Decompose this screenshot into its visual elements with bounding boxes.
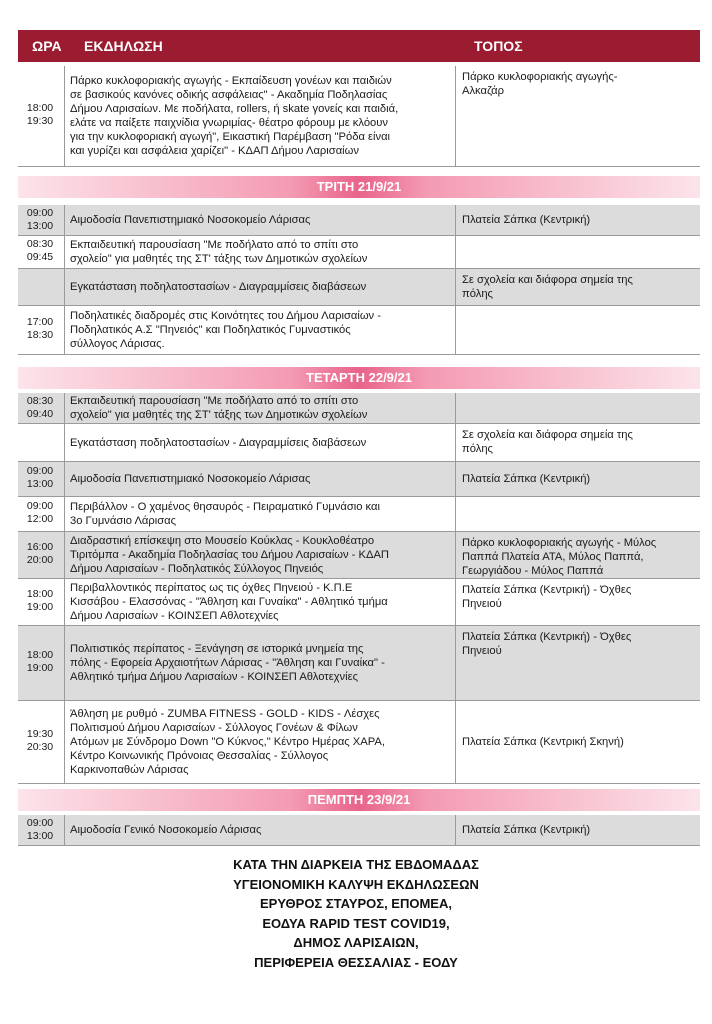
- event-cell: [70, 642, 450, 684]
- table-row: [18, 393, 700, 424]
- table-row: [18, 424, 700, 462]
- column-divider: [455, 205, 456, 235]
- place-line: Πλατεία Σάπκα (Κεντρική) - Όχθες: [462, 631, 632, 643]
- place-line: πόλης: [462, 443, 493, 455]
- event-line: Δήμου Λαρισαίων - Ποδηλατικός Σύλλογος Πηνειός: [70, 563, 324, 575]
- column-divider: [64, 815, 65, 845]
- start-time: 08:30: [26, 395, 54, 407]
- time-cell: [18, 588, 62, 614]
- end-time: 19:30: [26, 115, 54, 127]
- footer-line: ΠΕΡΙΦΕΡΕΙΑ ΘΕΣΣΑΛΙΑΣ - ΕΟΔΥ: [254, 954, 458, 970]
- event-line: Πάρκο κυκλοφοριακής αγωγής - Εκπαίδευση γονέων και παιδιών: [70, 75, 392, 87]
- day-banner: ΤΡΙΤΗ 21/9/21: [18, 176, 700, 198]
- time-cell: [18, 541, 62, 567]
- start-time: 18:00: [26, 588, 54, 600]
- column-divider: [455, 626, 456, 700]
- end-time: 20:30: [26, 741, 54, 753]
- event-line: Διαδραστική επίσκεψη στο Μουσείο Κούκλας - Κουκλοθέατρο: [70, 535, 375, 547]
- end-time: 09:40: [26, 408, 54, 420]
- event-cell: [70, 436, 450, 450]
- column-divider: [455, 815, 456, 845]
- place-cell: [462, 213, 694, 227]
- table-row: [18, 236, 700, 269]
- place-column-header: ΤΟΠΟΣ: [474, 38, 523, 54]
- time-cell: [18, 102, 62, 128]
- start-time: 16:00: [26, 541, 54, 553]
- event-line: Εκπαιδευτική παρουσίαση "Με ποδήλατο από το σπίτι στο: [70, 395, 359, 407]
- end-time: 19:00: [26, 662, 54, 674]
- start-time: 18:00: [26, 102, 54, 114]
- column-divider: [64, 205, 65, 235]
- end-time: 20:00: [26, 554, 54, 566]
- event-cell: [70, 500, 450, 528]
- place-line: Πλατεία Σάπκα (Κεντρική) - Όχθες: [462, 584, 632, 596]
- place-line: Παππά Πλατεία ΑΤΑ, Μύλος Παππά,: [462, 551, 644, 563]
- table-row: [18, 269, 700, 306]
- column-divider: [455, 579, 456, 625]
- event-cell: [70, 823, 450, 837]
- place-line: Πλατεία Σάπκα (Κεντρική): [462, 824, 591, 836]
- event-cell: [70, 581, 450, 623]
- place-cell: [462, 70, 694, 98]
- time-cell: [18, 207, 62, 233]
- column-divider: [455, 532, 456, 578]
- place-line: Σε σχολεία και διάφορα σημεία της: [462, 429, 633, 441]
- time-cell: [18, 728, 62, 754]
- column-divider: [455, 393, 456, 423]
- column-divider: [455, 424, 456, 461]
- event-cell: [70, 74, 450, 158]
- place-line: Σε σχολεία και διάφορα σημεία της: [462, 274, 633, 286]
- place-cell: [462, 735, 694, 749]
- event-line: Εγκατάσταση ποδηλατοστασίων - Διαγραμμίσεις διαβάσεων: [70, 281, 367, 293]
- end-time: 13:00: [26, 478, 54, 490]
- end-time: 09:45: [26, 251, 54, 263]
- event-line: Πολιτιστικός περίπατος - Ξενάγηση σε ιστορικά μνημεία της: [70, 643, 364, 655]
- footer-line: ΕΟΔΥΑ RAPID TEST COVID19,: [262, 915, 450, 931]
- start-time: 19:30: [26, 728, 54, 740]
- start-time: 09:00: [26, 500, 54, 512]
- event-line: Εκπαιδευτική παρουσίαση "Με ποδήλατο από το σπίτι στο: [70, 239, 359, 251]
- event-line: Κέντρο Κοινωνικής Πρόνοιας Θεσσαλίας - Σύλλογος: [70, 750, 329, 762]
- table-row: [18, 66, 700, 167]
- event-line: Κισσάβου - Ελασσόνας - "Άθληση και Γυναίκα" - Αθλητικό τμήμα: [70, 596, 388, 608]
- time-cell: [18, 817, 62, 843]
- column-divider: [455, 462, 456, 496]
- time-cell: [18, 395, 62, 421]
- event-line: σχολείο" για μαθητές της ΣΤ' τάξης των Δημοτικών σχολείων: [70, 409, 368, 421]
- column-divider: [64, 66, 65, 166]
- column-divider: [455, 269, 456, 305]
- event-line: σύλλογος Λάρισας.: [70, 338, 165, 350]
- table-row: [18, 306, 700, 355]
- place-line: Γεωργιάδου - Μύλος Παππά: [462, 565, 604, 577]
- column-divider: [64, 424, 65, 461]
- end-time: 13:00: [26, 830, 54, 842]
- table-row: [18, 701, 700, 784]
- table-row: [18, 626, 700, 701]
- time-column-header: ΩΡΑ: [32, 38, 62, 54]
- table-row: [18, 532, 700, 579]
- start-time: 17:00: [26, 316, 54, 328]
- event-line: Αιμοδοσία Πανεπιστημιακό Νοσοκομείο Λάρισας: [70, 473, 311, 485]
- start-time: 09:00: [26, 207, 54, 219]
- event-cell: [70, 280, 450, 294]
- end-time: 12:00: [26, 513, 54, 525]
- place-line: Αλκαζάρ: [462, 85, 504, 97]
- event-line: 3ο Γυμνάσιο Λάρισας: [70, 515, 176, 527]
- table-row: [18, 462, 700, 497]
- column-divider: [455, 66, 456, 166]
- day-banner: ΠΕΜΠΤΗ 23/9/21: [18, 789, 700, 811]
- event-line: Αθλητικό τμήμα Δήμου Λαρισαίων - ΚΟΙΝΣΕΠ Αθλοτεχνίες: [70, 671, 359, 683]
- column-divider: [64, 701, 65, 783]
- event-line: Ποδηλατικές διαδρομές στις Κοινότητες του Δήμου Λαρισαίων -: [70, 310, 381, 322]
- footer-line: ΚΑΤΑ ΤΗΝ ΔΙΑΡΚΕΙΑ ΤΗΣ ΕΒΔΟΜΑΔΑΣ: [233, 857, 479, 872]
- start-time: 08:30: [26, 238, 54, 250]
- event-line: Αιμοδοσία Πανεπιστημιακό Νοσοκομείο Λάρισας: [70, 214, 311, 226]
- event-cell: [70, 472, 450, 486]
- table-row: [18, 815, 700, 846]
- end-time: 18:30: [26, 329, 54, 341]
- event-line: Τιριτόμπα - Ακαδημία Ποδηλασίας του Δήμου Λαρισαίων - ΚΔΑΠ: [70, 549, 389, 561]
- event-line: Περιβαλλοντικός περίπατος ως τις όχθες Πηνειού - Κ.Π.Ε: [70, 582, 353, 594]
- event-column-header: ΕΚΔΗΛΩΣΗ: [84, 38, 163, 54]
- table-row: [18, 205, 700, 236]
- start-time: 18:00: [26, 649, 54, 661]
- column-divider: [455, 306, 456, 354]
- column-divider: [64, 269, 65, 305]
- place-cell: [462, 823, 694, 837]
- event-line: και γυρίζει και ασφάλεια χαρίζει" - ΚΔΑΠ Δήμου Λαρισαίων: [70, 145, 359, 157]
- event-line: Ατόμων με Σύνδρομο Down "Ο Κύκνος," Κέντρο Ημέρας ΧΑΡΑ,: [70, 736, 385, 748]
- event-line: σε βασικούς κανόνες οδικής ασφάλειας" - Ακαδημία Ποδηλασίας: [70, 89, 388, 101]
- event-cell: [70, 213, 450, 227]
- table-header: [18, 30, 700, 62]
- column-divider: [64, 626, 65, 700]
- place-line: Πηνειού: [462, 645, 502, 657]
- column-divider: [64, 532, 65, 578]
- place-cell: [462, 273, 694, 301]
- column-divider: [64, 306, 65, 354]
- end-time: 13:00: [26, 220, 54, 232]
- event-line: Δήμου Λαρισαίων - ΚΟΙΝΣΕΠ Αθλοτεχνίες: [70, 610, 279, 622]
- event-cell: [70, 238, 450, 266]
- time-cell: [18, 649, 62, 675]
- event-line: Δήμου Λαρισαίων. Με ποδήλατα, rollers, ή skate γονείς και παιδιά,: [70, 103, 399, 115]
- place-cell: [462, 428, 694, 456]
- event-line: Περιβάλλον - Ο χαμένος θησαυρός - Πειραματικό Γυμνάσιο και: [70, 501, 380, 513]
- place-cell: [462, 630, 694, 658]
- footer-line: ΔΗΜΟΣ ΛΑΡΙΣΑΙΩΝ,: [293, 935, 419, 950]
- table-row: [18, 579, 700, 626]
- footer-line: ΥΓΕΙΟΝΟΜΙΚΗ ΚΑΛΥΨΗ ΕΚΔΗΛΩΣΕΩΝ: [233, 876, 479, 892]
- time-cell: [18, 500, 62, 526]
- table-row: [18, 497, 700, 532]
- event-line: Καρκινοπαθών Λάρισας: [70, 764, 189, 776]
- event-line: Ποδηλατικός Α.Σ "Πηνειός" και Ποδηλατικός Γυμναστικός: [70, 324, 351, 336]
- column-divider: [455, 497, 456, 531]
- event-line: για την κυκλοφοριακή αγωγή", Εικαστική Παρέμβαση "Ρόδα είναι: [70, 131, 391, 143]
- event-cell: [70, 394, 450, 422]
- event-line: Άθληση με ρυθμό - ZUMBA FITNESS - GOLD - KIDS - Λέσχες: [70, 708, 380, 720]
- place-line: Πάρκο κυκλοφοριακής αγωγής - Μύλος: [462, 537, 657, 549]
- column-divider: [64, 579, 65, 625]
- column-divider: [455, 236, 456, 268]
- place-line: Πηνειού: [462, 598, 502, 610]
- place-line: Πάρκο κυκλοφοριακής αγωγής-: [462, 71, 618, 83]
- event-line: Αιμοδοσία Γενικό Νοσοκομείο Λάρισας: [70, 824, 262, 836]
- place-line: Πλατεία Σάπκα (Κεντρική): [462, 214, 591, 226]
- footer-line: ΕΡΥΘΡΟΣ ΣΤΑΥΡΟΣ, ΕΠΟΜΕΑ,: [260, 896, 452, 911]
- event-line: Πολιτισμού Δήμου Λαρισαίων - Σύλλογος Γονέων & Φίλων: [70, 722, 358, 734]
- column-divider: [455, 701, 456, 783]
- event-line: ελάτε να παίξετε παιχνίδια γνωριμίας- θέατρο φόρουμ με κλόουν: [70, 117, 388, 129]
- column-divider: [64, 462, 65, 496]
- event-cell: [70, 309, 450, 351]
- column-divider: [64, 236, 65, 268]
- day-banner: ΤΕΤΑΡΤΗ 22/9/21: [18, 367, 700, 389]
- end-time: 19:00: [26, 601, 54, 613]
- place-line: Πλατεία Σάπκα (Κεντρική): [462, 473, 591, 485]
- footer-notice: [0, 855, 712, 972]
- column-divider: [64, 393, 65, 423]
- event-cell: [70, 534, 450, 576]
- start-time: 09:00: [26, 465, 54, 477]
- column-divider: [64, 497, 65, 531]
- event-line: πόλης - Εφορεία Αρχαιοτήτων Λάρισας - "Άθληση και Γυναίκα" -: [70, 657, 385, 669]
- time-cell: [18, 238, 62, 264]
- event-line: Εγκατάσταση ποδηλατοστασίων - Διαγραμμίσεις διαβάσεων: [70, 436, 367, 449]
- place-cell: [462, 583, 694, 611]
- time-cell: [18, 465, 62, 491]
- place-cell: [462, 472, 694, 486]
- place-cell: [462, 536, 694, 578]
- place-line: Πλατεία Σάπκα (Κεντρική Σκηνή): [462, 736, 624, 748]
- event-line: σχολείο" για μαθητές της ΣΤ' τάξης των Δημοτικών σχολείων: [70, 253, 368, 265]
- time-cell: [18, 316, 62, 342]
- place-line: πόλης: [462, 288, 493, 300]
- start-time: 09:00: [26, 817, 54, 829]
- event-cell: [70, 707, 450, 777]
